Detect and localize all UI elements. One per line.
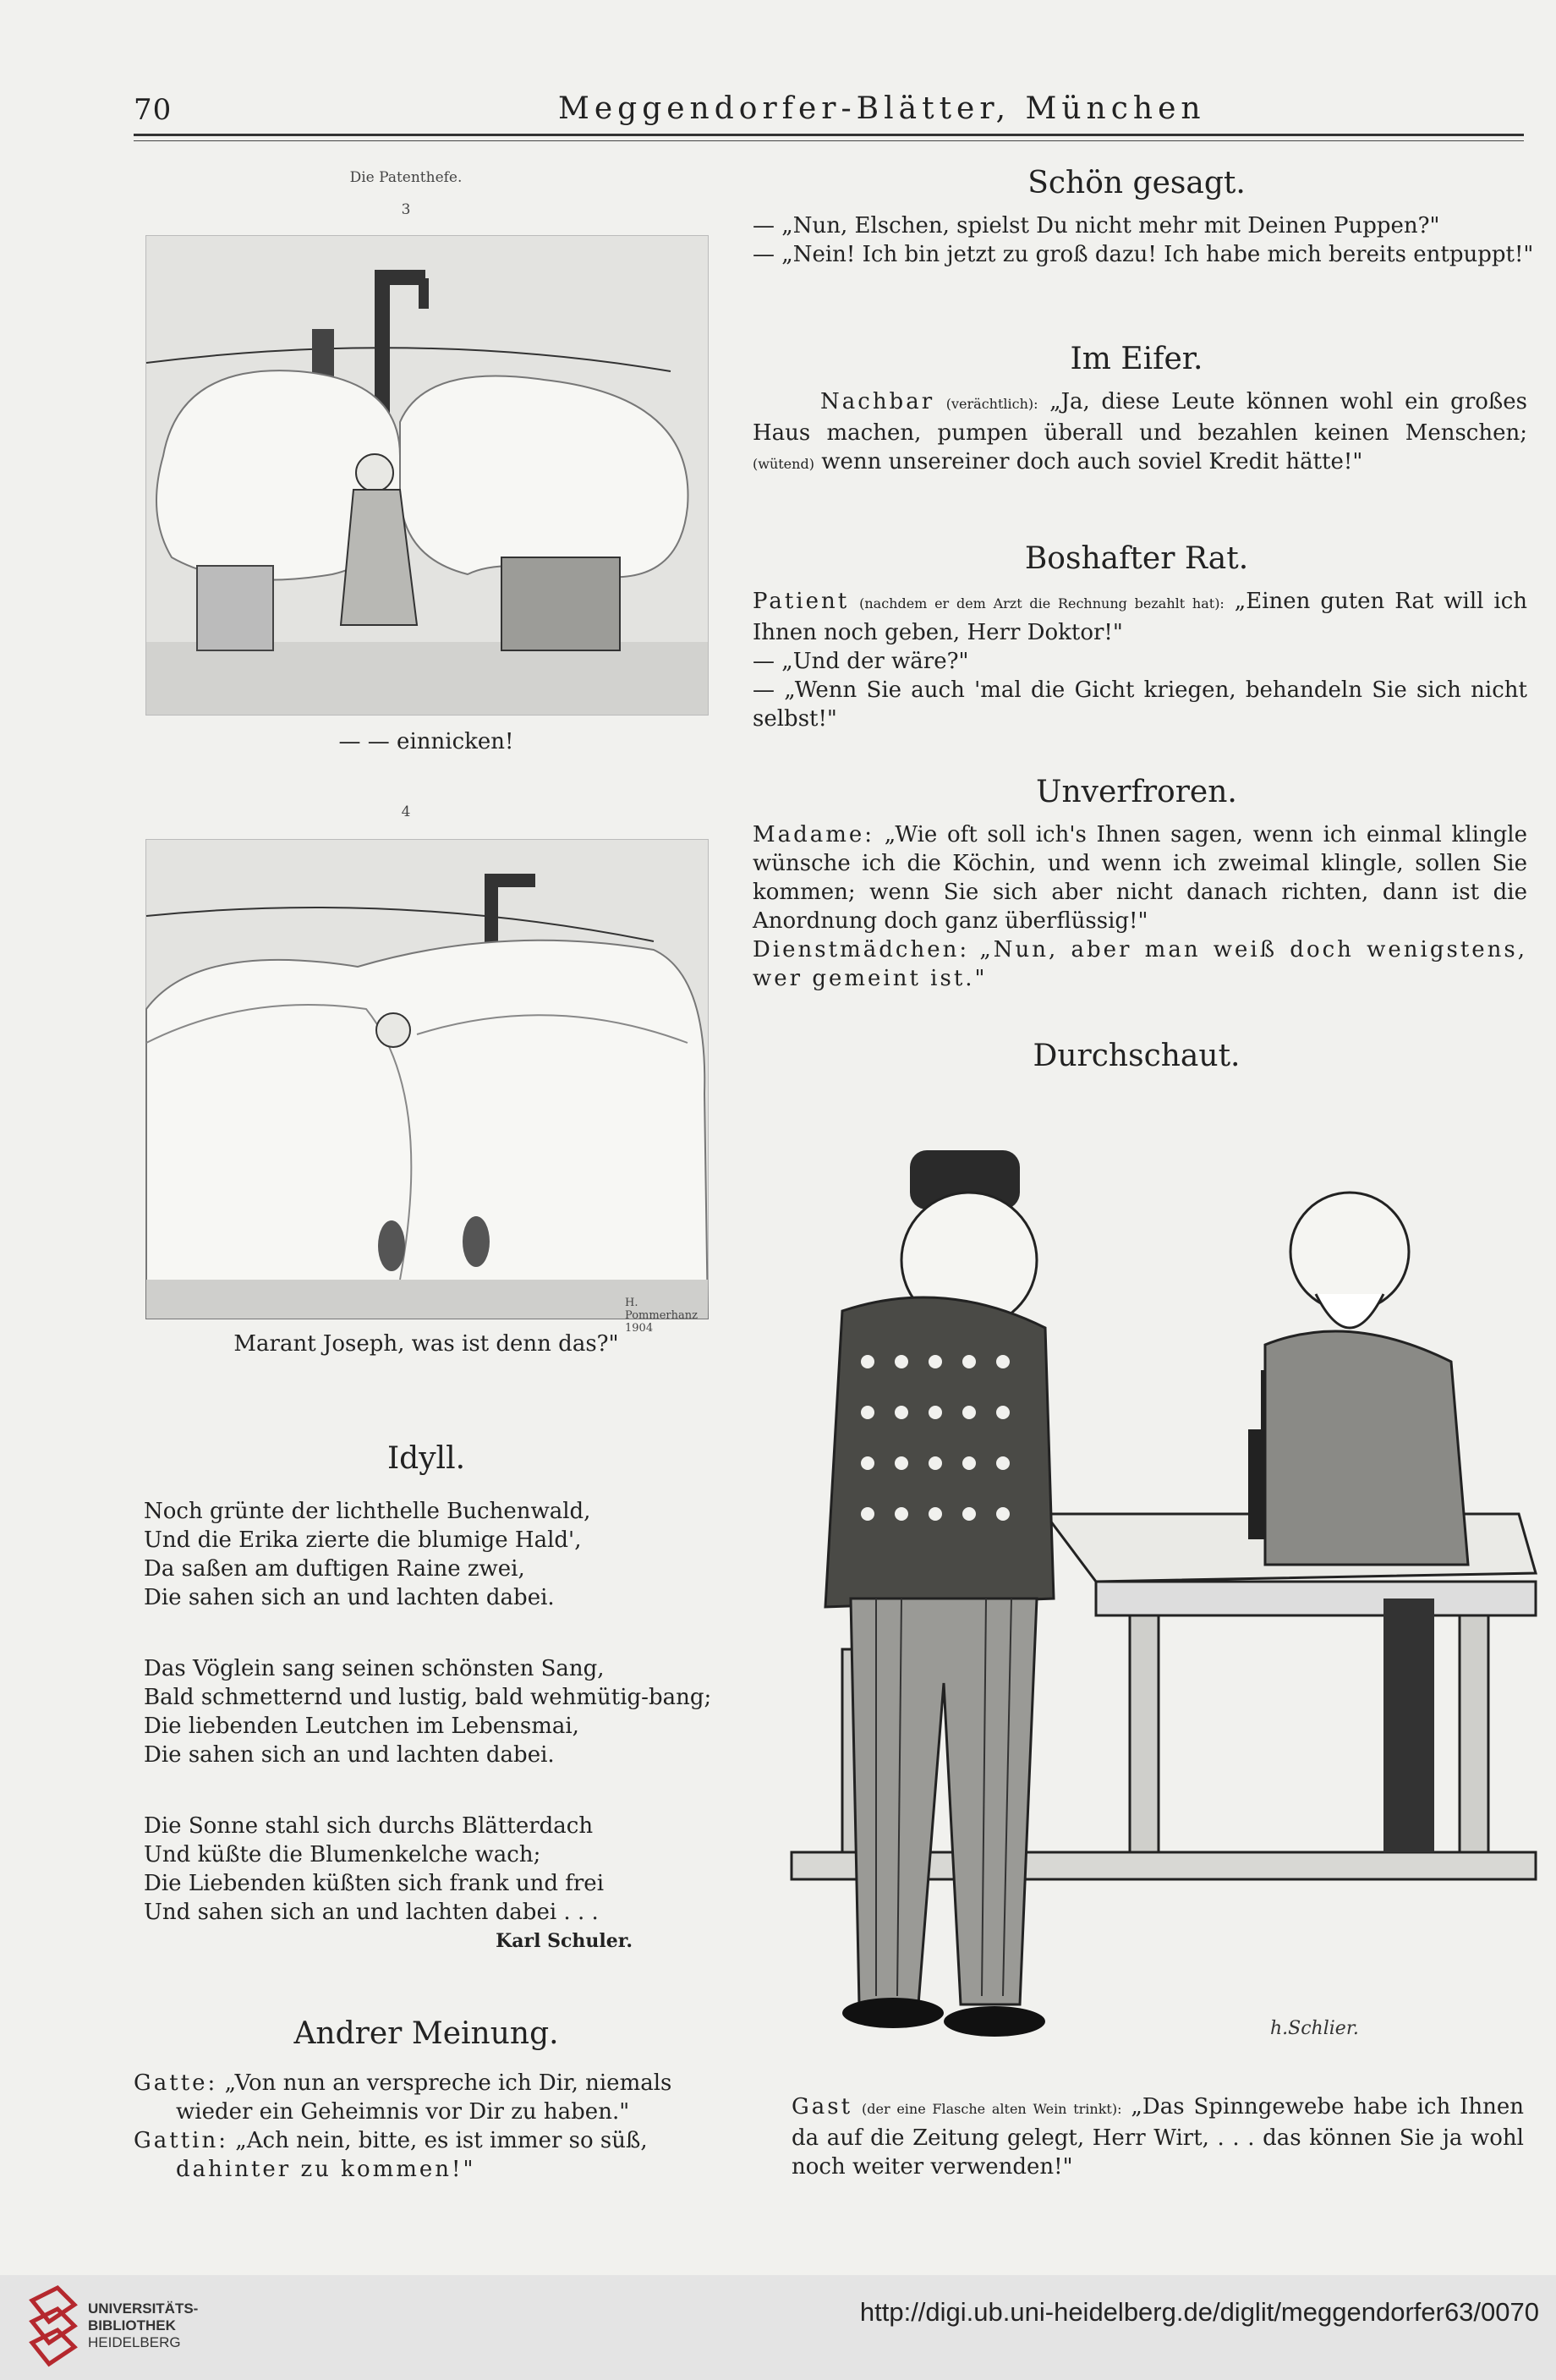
idyll-author: Karl Schuler. — [496, 1930, 633, 1952]
idyll-stanza-1 — [139, 1497, 714, 1612]
speaker-dienstmaedchen: Dienstmädchen: — [753, 937, 970, 962]
stage-note: (der eine Flasche alten Wein trinkt): — [861, 2101, 1122, 2117]
speaker-patient: Patient — [753, 589, 850, 614]
panel-4-caption: Marant Joseph, was ist denn das?" — [233, 1331, 619, 1357]
im-eifer-text — [753, 387, 1527, 479]
unverfroren-heading: Unverfroren. — [1036, 775, 1237, 809]
dialogue-text: — „Wenn Sie auch 'mal die Gicht kriegen, behandeln Sie sich nicht selbst!" — [753, 677, 1527, 732]
idyll-stanza-3 — [139, 1812, 714, 1927]
dialogue-text: — „Nun, Elschen, spielst Du nicht mehr mit Deinen Puppen?" — [753, 213, 1440, 239]
idyll-heading: Idyll. — [386, 1441, 466, 1476]
poem-line: Und die Erika zierte die blumige Hald', — [144, 1527, 582, 1553]
illustration-durchschaut — [792, 1091, 1536, 2081]
dialogue-text: wieder ein Geheimnis vor Dir zu haben." — [176, 2099, 630, 2125]
dialogue-text: „Von nun an verspreche ich Dir, niemals — [224, 2070, 672, 2096]
speaker-gattin: Gattin: — [134, 2128, 228, 2153]
dialogue-text: „Das Spinngewebe habe ich Ihnen da auf die Zeitung gelegt, Herr Wirt, . . . das können Sie ja wohl noch weiter verwenden!" — [792, 2094, 1525, 2180]
speaker-gatte: Gatte: — [134, 2070, 218, 2096]
poem-line: Das Vöglein sang seinen schönsten Sang, — [144, 1656, 605, 1681]
poem-line: Die sahen sich an und lachten dabei. — [144, 1585, 555, 1610]
poem-line: Und sahen sich an und lachten dabei . . . — [144, 1900, 599, 1925]
series-title: Die Patenthefe. — [349, 169, 463, 186]
library-name — [88, 2300, 198, 2351]
poem-line: Und küßte die Blumenkelche wach; — [144, 1842, 541, 1867]
stage-note: (nachdem er dem Arzt die Rechnung bezahlt hat): — [859, 595, 1225, 611]
source-url[interactable]: http://digi.ub.uni-heidelberg.de/diglit/meggendorfer63/0070 — [859, 2297, 1539, 2327]
footer-bar — [0, 2275, 1556, 2380]
panel-4-number: 4 — [401, 803, 411, 820]
magazine-title: Meggendorfer-Blätter, München — [558, 91, 1206, 126]
dialogue-text: „Einen guten Rat will ich Ihnen noch geben, Herr Doktor!" — [753, 589, 1528, 645]
dialogue-text: dahinter zu kommen!" — [176, 2157, 476, 2182]
andrer-meinung-heading: Andrer Meinung. — [293, 2016, 559, 2051]
speaker-madame: Madame: — [753, 822, 875, 847]
dialogue-text: — „Und der wäre?" — [753, 649, 969, 674]
poem-line: Die liebenden Leutchen im Lebensmai, — [144, 1714, 579, 1739]
andrer-meinung-text — [134, 2069, 717, 2184]
poem-line: Da saßen am duftigen Raine zwei, — [144, 1556, 525, 1582]
poem-line: Die Sonne stahl sich durchs Blätterdach — [144, 1813, 594, 1839]
header-rule — [134, 134, 1524, 136]
dialogue-text: „Nun, aber man weiß doch wenigstens, wer gemeint ist." — [753, 937, 1528, 991]
header-rule-thin — [134, 140, 1524, 141]
panel-4-artist-signature: H. Pommerhanz 1904 — [625, 1297, 698, 1335]
schoen-gesagt-heading: Schön gesagt. — [1027, 166, 1246, 200]
page-number: 70 — [134, 93, 173, 127]
illustration-panel-3 — [145, 235, 709, 716]
stage-note: (verächtlich): — [945, 396, 1038, 412]
speaker-gast: Gast — [792, 2094, 853, 2120]
idyll-stanza-2 — [139, 1654, 714, 1769]
library-name-line: UNIVERSITÄTS- — [88, 2300, 199, 2317]
dialogue-text: „Ja, diese Leute können wohl ein großes Haus machen, pumpen überall und bezahlen keinen Menschen; — [753, 389, 1527, 446]
library-name-line: BIBLIOTHEK — [88, 2317, 176, 2333]
stage-note: (wütend) — [753, 456, 814, 472]
idyll-poem — [139, 1497, 714, 1952]
boshafter-rat-heading: Boshafter Rat. — [1024, 541, 1249, 576]
library-logo — [24, 2284, 83, 2368]
schoen-gesagt-text — [753, 211, 1534, 269]
boshafter-rat-text — [753, 587, 1527, 733]
dialogue-text: „Ach nein, bitte, es ist immer so süß, — [235, 2128, 648, 2153]
durchschaut-heading: Durchschaut. — [1033, 1039, 1241, 1073]
panel-3-number: 3 — [401, 201, 411, 218]
durchschaut-caption — [792, 2092, 1524, 2181]
unverfroren-text — [753, 820, 1527, 993]
illustration-panel-4 — [145, 839, 709, 1335]
dialogue-text: wenn unsereiner doch auch soviel Kredit hätte!" — [821, 449, 1363, 474]
im-eifer-heading: Im Eifer. — [1070, 342, 1203, 376]
poem-line: Noch grünte der lichthelle Buchenwald, — [144, 1499, 591, 1524]
dialogue-text: „Wie oft soll ich's Ihnen sagen, wenn ich einmal klingle wünsche ich die Köchin, und wenn ich zweimal klingle, sollen Sie kommen; wenn Sie sich aber nicht danach richten, dann ist die Anordnung doch ganz überflüssig!" — [753, 822, 1527, 934]
poem-line: Bald schmetternd und lustig, bald wehmütig-bang; — [144, 1685, 712, 1710]
durchschaut-artist-signature: h.Schlier. — [1270, 2018, 1359, 2039]
speaker-nachbar: Nachbar — [820, 389, 935, 414]
library-name-line: HEIDELBERG — [88, 2334, 181, 2350]
dialogue-text: — „Nein! Ich bin jetzt zu groß dazu! Ich habe mich bereits entpuppt!" — [753, 242, 1534, 267]
poem-line: Die sahen sich an und lachten dabei. — [144, 1742, 555, 1768]
panel-3-caption: — — einnicken! — [338, 729, 514, 754]
poem-line: Die Liebenden küßten sich frank und frei — [144, 1871, 605, 1896]
